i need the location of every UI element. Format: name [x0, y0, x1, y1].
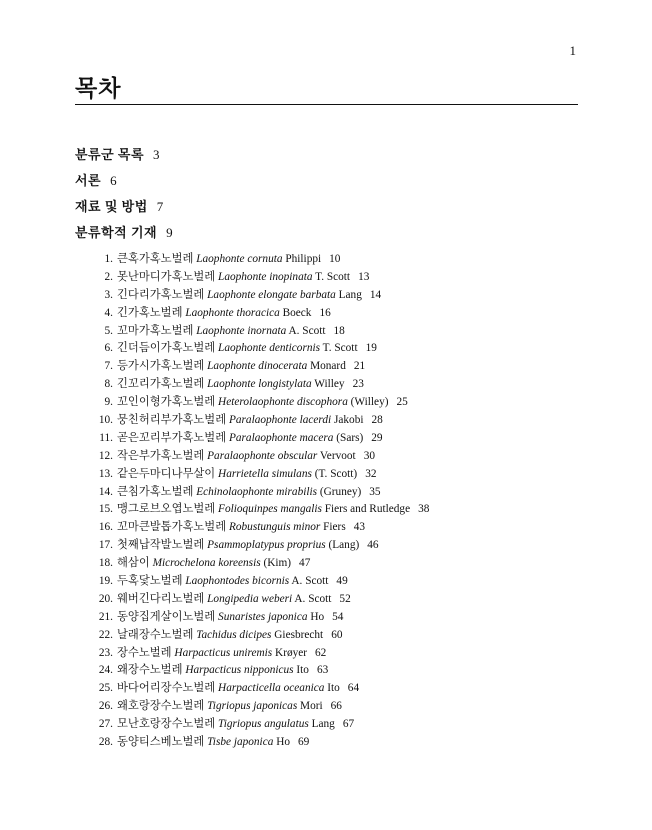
entry-page: 67	[342, 718, 355, 731]
entry-korean-name: 뭉친허리부가혹노벌레	[117, 414, 227, 427]
entry-korean-name: 긴다리가혹노벌레	[117, 288, 205, 301]
entry-latin-name: Tigriopus angulatus	[218, 718, 309, 731]
entry-author: Lang	[311, 718, 335, 731]
entry-latin-name: Longipedia weberi	[207, 592, 293, 605]
entry-number: 26.	[98, 700, 113, 713]
entry-korean-name: 꼬인이형가혹노벌레	[117, 396, 216, 409]
entry-latin-name: Laophontodes bicornis	[185, 575, 290, 588]
entry-korean-name: 첫째납작발노벌레	[117, 539, 205, 552]
toc-section[interactable]	[75, 223, 173, 249]
entry-author: Ito	[296, 664, 309, 677]
entry-page: 62	[315, 646, 327, 659]
toc-entry[interactable]	[75, 306, 595, 324]
toc-entry[interactable]	[75, 449, 595, 467]
toc-entry[interactable]	[75, 610, 595, 628]
entry-page: 28	[371, 414, 383, 427]
entry-number: 4.	[104, 306, 113, 319]
toc-section[interactable]	[75, 145, 173, 171]
entry-author: A. Scott	[294, 592, 332, 605]
section-page: 7	[156, 199, 164, 214]
entry-author: (Kim)	[263, 557, 292, 570]
entry-korean-name: 해삼이	[117, 557, 150, 570]
entry-latin-name: Laophonte longistylata	[207, 378, 312, 391]
entry-number: 15.	[98, 503, 113, 516]
entry-page: 29	[371, 431, 383, 444]
entry-author: A. Scott	[288, 324, 326, 337]
entry-korean-name: 두혹닻노벌레	[117, 575, 183, 588]
toc-entry[interactable]	[75, 681, 595, 699]
entry-number: 22.	[98, 628, 113, 641]
species-list	[75, 252, 595, 753]
page-title: 목차	[75, 76, 122, 101]
section-label: 분류군 목록	[75, 147, 145, 162]
entry-latin-name: Laophonte dinocerata	[207, 360, 308, 373]
entry-latin-name: Microchelona koreensis	[152, 557, 261, 570]
entry-page: 10	[329, 253, 341, 265]
entry-page: 25	[396, 396, 408, 409]
entry-latin-name: Laophonte elongate barbata	[207, 288, 336, 301]
entry-number: 25.	[98, 682, 113, 695]
entry-number: 28.	[98, 736, 113, 749]
entry-korean-name: 긴더듬이가혹노벌레	[117, 342, 216, 355]
entry-korean-name: 곧은꼬리부가혹노벌레	[117, 431, 227, 444]
entry-page: 66	[330, 700, 342, 713]
entry-author: Fiers and Rutledge	[324, 503, 411, 516]
entry-korean-name: 못난마디가혹노벌레	[117, 270, 216, 283]
entry-latin-name: Sunaristes japonica	[218, 610, 308, 623]
toc-entry[interactable]	[75, 324, 595, 342]
entry-number: 17.	[98, 539, 113, 552]
entry-page: 60	[331, 628, 343, 641]
entry-korean-name: 웨버긴다리노벌레	[117, 592, 205, 605]
entry-author: (Gruney)	[319, 485, 362, 498]
entry-page: 54	[332, 610, 344, 623]
entry-latin-name: Laophonte denticornis	[218, 342, 321, 355]
toc-entry[interactable]	[75, 538, 595, 556]
entry-page: 19	[365, 342, 377, 355]
toc-entry[interactable]	[75, 699, 595, 717]
toc-entry[interactable]	[75, 288, 595, 306]
entry-number: 20.	[98, 592, 113, 605]
toc-entry[interactable]	[75, 252, 595, 270]
entry-author: (T. Scott)	[314, 467, 358, 480]
entry-korean-name: 장수노벌레	[117, 646, 172, 659]
entry-number: 3.	[104, 288, 113, 301]
toc-entry[interactable]	[75, 502, 595, 520]
toc-section[interactable]	[75, 171, 173, 197]
entry-page: 32	[365, 467, 377, 480]
entry-latin-name: Tachidus dicipes	[196, 628, 272, 641]
entry-korean-name: 모난호랑장수노벌레	[117, 718, 216, 731]
entry-number: 16.	[98, 521, 113, 534]
entry-page: 23	[352, 378, 364, 391]
entry-number: 21.	[98, 610, 113, 623]
entry-author: Monard	[310, 360, 346, 373]
entry-latin-name: Harpacticus nipponicus	[185, 664, 294, 677]
toc-entry[interactable]	[75, 359, 595, 377]
entry-number: 10.	[98, 414, 113, 427]
entry-latin-name: Paralaophonte obscular	[207, 449, 318, 462]
entry-author: A. Scott	[291, 575, 329, 588]
entry-page: 47	[299, 557, 311, 570]
toc-entry[interactable]	[75, 556, 595, 574]
entry-page: 16	[319, 306, 331, 319]
entry-number: 19.	[98, 575, 113, 588]
entry-number: 8.	[104, 378, 113, 391]
entry-korean-name: 왜장수노벌레	[117, 664, 183, 677]
entry-author: Krøyer	[275, 646, 308, 659]
section-label: 재료 및 방법	[75, 199, 148, 214]
entry-author: Jakobi	[333, 414, 364, 427]
entry-author: Lang	[338, 288, 362, 301]
entry-latin-name: Tisbe japonica	[207, 736, 274, 749]
entry-korean-name: 큰침가혹노벌레	[117, 485, 194, 498]
entry-number: 6.	[104, 342, 113, 355]
entry-page: 35	[369, 485, 381, 498]
entry-page: 69	[298, 736, 310, 749]
entry-author: Giesbrecht	[274, 628, 324, 641]
entry-page: 43	[353, 521, 366, 534]
toc-entry[interactable]	[75, 520, 595, 538]
entry-number: 23.	[98, 646, 113, 659]
entry-page: 21	[353, 360, 366, 373]
entry-latin-name: Psammoplatypus proprius	[207, 539, 326, 552]
toc-entry[interactable]	[75, 341, 595, 359]
entry-korean-name: 긴가혹노벌레	[117, 306, 183, 319]
entry-korean-name: 왜호랑장수노벌레	[117, 700, 205, 713]
entry-number: 11.	[99, 431, 113, 444]
toc-entry[interactable]	[75, 395, 595, 413]
toc-entry[interactable]	[75, 663, 595, 681]
toc-entry[interactable]	[75, 413, 595, 431]
entry-korean-name: 작은부가혹노벌레	[117, 449, 205, 462]
entry-author: Vervoot	[319, 449, 356, 462]
page-number: 1	[569, 43, 576, 58]
section-list	[75, 145, 173, 249]
entry-korean-name: 동양집게살이노벌레	[117, 610, 216, 623]
toc-entry[interactable]	[75, 646, 595, 664]
entry-page: 30	[363, 449, 375, 462]
entry-page: 38	[418, 503, 430, 516]
section-page: 3	[153, 147, 160, 162]
toc-entry[interactable]	[75, 485, 595, 503]
entry-number: 18.	[98, 557, 113, 570]
entry-number: 9.	[104, 396, 113, 409]
toc-entry[interactable]	[75, 467, 595, 485]
section-label: 서론	[75, 173, 102, 188]
toc-entry[interactable]	[75, 270, 595, 288]
entry-page: 18	[333, 324, 345, 337]
entry-korean-name: 같은두마디나무살이	[117, 467, 216, 480]
entry-number: 2.	[104, 270, 113, 283]
entry-latin-name: Laophonte inopinata	[218, 270, 313, 283]
toc-entry[interactable]	[75, 431, 595, 449]
toc-entry[interactable]	[75, 592, 595, 610]
entry-number: 5.	[104, 324, 113, 337]
toc-entry[interactable]	[75, 377, 595, 395]
entry-korean-name: 꼬마가혹노벌레	[117, 324, 194, 337]
entry-latin-name: Harrietella simulans	[218, 467, 312, 480]
entry-author: T. Scott	[322, 342, 358, 355]
toc-entry[interactable]	[75, 628, 595, 646]
title-divider	[75, 104, 578, 105]
section-page: 6	[110, 173, 117, 188]
entry-number: 7.	[104, 360, 113, 373]
entry-latin-name: Laophonte inornata	[196, 324, 287, 337]
entry-page: 13	[358, 270, 370, 283]
entry-korean-name: 바다어리장수노벌레	[117, 682, 216, 695]
entry-latin-name: Laophonte cornuta	[196, 253, 283, 265]
entry-korean-name: 큰혹가혹노벌레	[117, 253, 194, 265]
entry-author: Fiers	[323, 521, 346, 534]
entry-author: Ito	[327, 682, 340, 695]
entry-korean-name: 등가시가혹노벌레	[117, 360, 205, 373]
entry-page: 49	[336, 575, 348, 588]
entry-author: Boeck	[282, 306, 312, 319]
entry-latin-name: Harpacticella oceanica	[218, 682, 325, 695]
entry-page: 46	[367, 539, 379, 552]
entry-korean-name: 긴꼬리가혹노벌레	[117, 378, 205, 391]
entry-latin-name: Paralaophonte lacerdi	[228, 414, 332, 427]
entry-korean-name: 동양티스베노벌레	[117, 736, 205, 749]
entry-latin-name: Echinolaophonte mirabilis	[196, 485, 318, 498]
entry-page: 63	[316, 664, 329, 677]
entry-latin-name: Tigriopus japonicas	[207, 700, 298, 713]
entry-author: (Sars)	[336, 431, 364, 444]
section-page: 9	[166, 225, 173, 240]
toc-section[interactable]	[75, 197, 173, 223]
entry-korean-name: 맹그로브오엽노벌레	[117, 503, 216, 516]
entry-author: Ho	[310, 610, 325, 623]
entry-author: Mori	[300, 700, 323, 713]
entry-korean-name: 날래장수노벌레	[117, 628, 194, 641]
entry-latin-name: Harpacticus uniremis	[174, 646, 273, 659]
entry-number: 27.	[98, 718, 113, 731]
entry-page: 52	[339, 592, 351, 605]
entry-korean-name: 꼬마큰발톱가혹노벌레	[117, 521, 227, 534]
entry-author: (Lang)	[328, 539, 360, 552]
entry-latin-name: Folioquinpes mangalis	[218, 503, 322, 516]
entry-latin-name: Paralaophonte macera	[228, 431, 334, 444]
entry-number: 14.	[98, 485, 113, 498]
entry-number: 12.	[98, 449, 113, 462]
toc-entry[interactable]	[75, 735, 595, 753]
entry-number: 13.	[98, 467, 113, 480]
entry-author: Willey	[314, 378, 345, 391]
toc-entry[interactable]	[75, 574, 595, 592]
entry-author: Philippi	[285, 253, 322, 265]
entry-author: (Willey)	[350, 396, 389, 409]
entry-number: 1.	[104, 253, 113, 265]
entry-author: T. Scott	[315, 270, 351, 283]
section-label: 분류학적 기재	[75, 225, 158, 240]
entry-page: 14	[369, 288, 382, 301]
entry-latin-name: Heterolaophonte discophora	[218, 396, 348, 409]
toc-entry[interactable]	[75, 717, 595, 735]
entry-latin-name: Robustunguis minor	[228, 521, 321, 534]
entry-latin-name: Laophonte thoracica	[185, 306, 280, 319]
entry-author: Ho	[276, 736, 290, 749]
entry-number: 24.	[98, 664, 113, 677]
entry-page: 64	[347, 682, 360, 695]
